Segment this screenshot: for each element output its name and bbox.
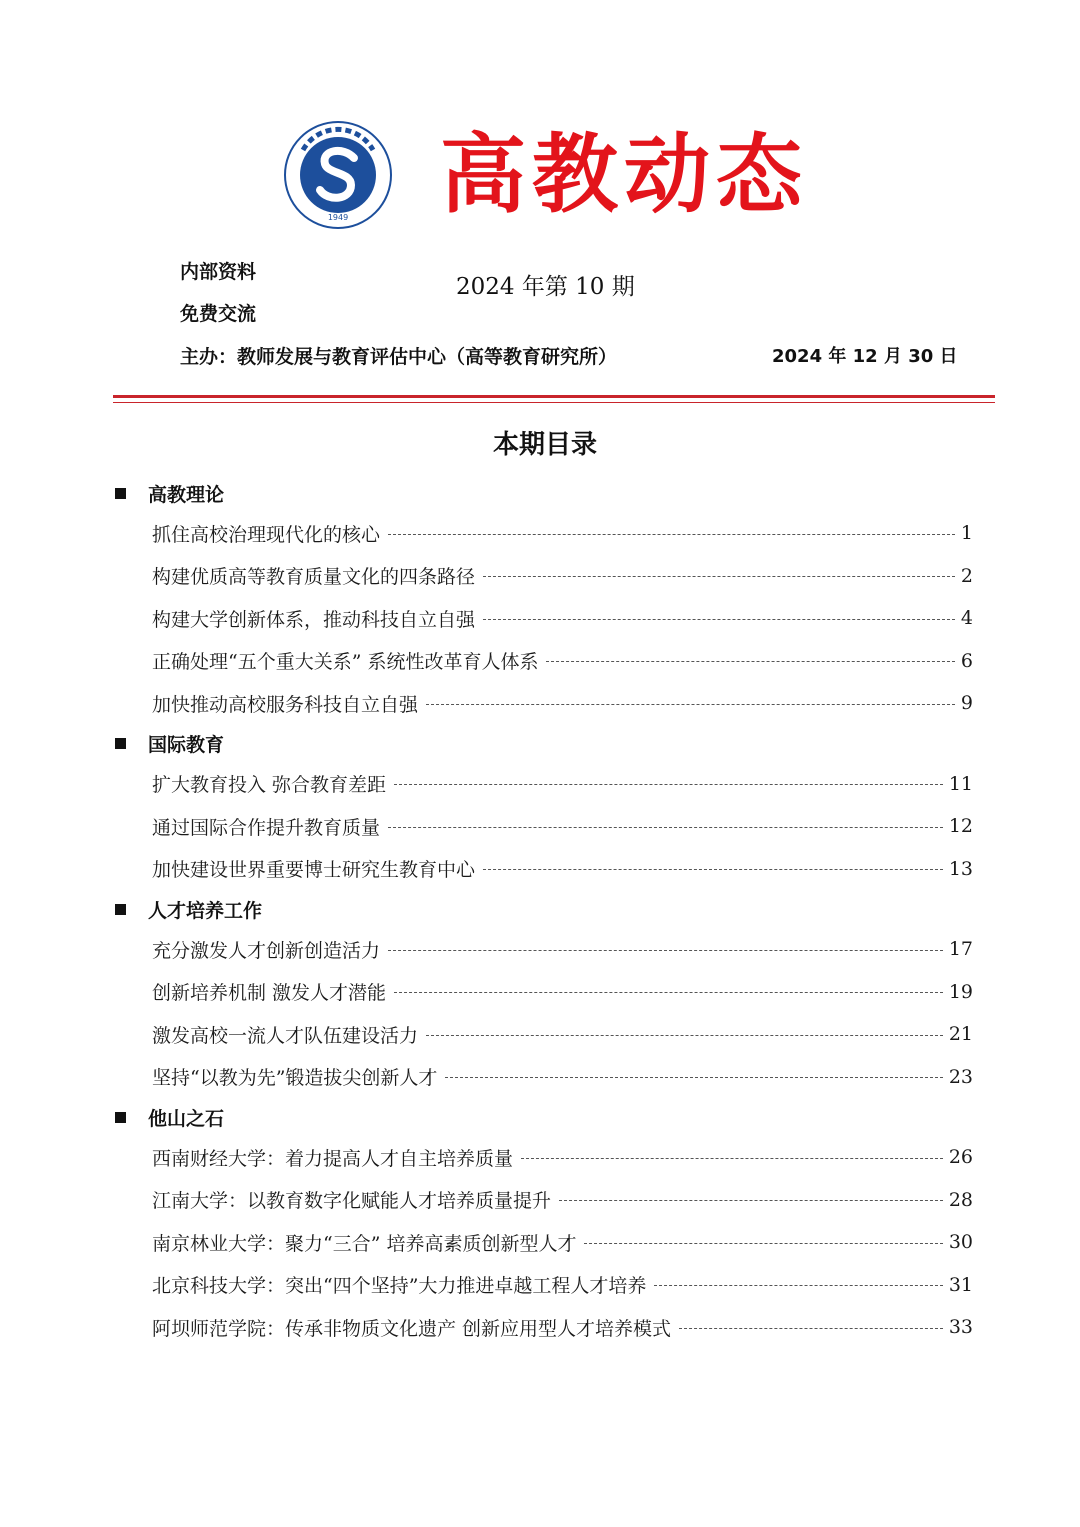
toc-entry[interactable] [113,805,973,848]
entry-page: 33 [948,1316,973,1339]
toc-entry[interactable] [113,682,973,725]
entry-title: 北京科技大学：突出“四个坚持”大力推进卓越工程人才培养 [152,1275,647,1298]
section-title: 高教理论 [148,483,225,506]
toc-entry[interactable] [113,1264,973,1307]
entry-page: 30 [948,1231,973,1254]
section-title: 他山之石 [148,1107,225,1130]
dotted-leader [679,1328,943,1329]
square-bullet-icon [115,488,126,499]
dotted-leader [483,869,943,870]
section-title: 国际教育 [148,734,225,756]
university-logo [283,120,393,230]
toc-entry[interactable] [113,1013,973,1056]
entry-title: 通过国际合作提升教育质量 [152,816,381,839]
dotted-leader [445,1077,942,1078]
entry-title: 抓住高校治理现代化的核心 [152,523,381,546]
toc-entry[interactable] [113,971,973,1014]
dotted-leader [388,534,955,535]
entry-page: 11 [948,772,973,795]
entry-page: 6 [960,649,973,672]
toc-heading: 本期目录 [492,430,597,460]
square-bullet-icon [115,904,126,915]
entry-title: 江南大学：以教育数字化赋能人才培养质量提升 [152,1190,552,1213]
entry-title: 充分激发人才创新创造活力 [152,939,381,962]
entry-title: 构建大学创新体系，推动科技自立自强 [152,608,476,631]
dotted-leader [584,1243,942,1244]
toc-entry[interactable] [113,1179,973,1222]
entry-title: 西南财经大学：着力提高人才自主培养质量 [152,1147,514,1170]
entry-page: 28 [948,1188,973,1211]
entry-title: 加快建设世界重要博士研究生教育中心 [152,859,476,882]
table-of-contents [113,474,973,1349]
entry-title: 创新培养机制 激发人才潜能 [152,982,387,1005]
toc-entry[interactable] [113,1056,973,1099]
dotted-leader [388,827,943,828]
entry-page: 13 [948,857,973,880]
entry-title: 构建优质高等教育质量文化的四条路径 [152,566,476,589]
toc-entry[interactable] [113,1306,973,1349]
toc-entry[interactable] [113,763,973,806]
toc-section [113,1098,973,1349]
toc-entry[interactable] [113,1221,973,1264]
entry-page: 23 [948,1065,973,1088]
entry-page: 2 [960,564,973,587]
entry-page: 12 [948,815,973,838]
entry-page: 21 [948,1023,973,1046]
toc-entry[interactable] [113,1136,973,1179]
entry-title: 坚持“以教为先”锻造拔尖创新人才 [152,1067,438,1090]
toc-entry[interactable] [113,640,973,683]
entry-title: 加快推动高校服务科技自立自强 [152,693,419,716]
toc-section [113,474,973,725]
dotted-leader [483,576,955,577]
header-divider-thick [113,395,995,398]
entry-page: 9 [960,692,973,715]
entry-page: 31 [948,1273,973,1296]
entry-title: 阿坝师范学院：传承非物质文化遗产 创新应用型人才培养模式 [152,1317,672,1340]
host-organization: 主办：教师发展与教育评估中心（高等教育研究所） [180,346,618,368]
dotted-leader [654,1285,942,1286]
dotted-leader [388,950,943,951]
toc-section [113,890,973,1098]
free-exchange-label: 免费交流 [180,303,257,325]
section-title: 人才培养工作 [148,899,263,922]
square-bullet-icon [115,1112,126,1123]
toc-entry[interactable] [113,512,973,555]
dotted-leader [483,619,955,620]
dotted-leader [559,1200,943,1201]
toc-section [113,725,973,891]
entry-title: 扩大教育投入 弥合教育差距 [152,774,387,797]
toc-entry[interactable] [113,555,973,598]
header-divider-thin [113,402,995,403]
issue-number: 2024 年第 10 期 [456,274,635,300]
toc-entry[interactable] [113,928,973,971]
toc-entry[interactable] [113,848,973,891]
logo-year: 1949 [327,213,349,222]
publication-title: 高教动态 [440,125,808,225]
square-bullet-icon [115,738,126,749]
entry-title: 激发高校一流人才队伍建设活力 [152,1024,419,1047]
entry-page: 1 [960,522,973,545]
entry-title: 正确处理“五个重大关系” 系统性改革育人体系 [152,651,539,674]
dotted-leader [394,992,943,993]
publication-date: 2024 年 12 月 30 日 [772,346,958,367]
dotted-leader [546,661,954,662]
dotted-leader [426,704,955,705]
dotted-leader [426,1035,943,1036]
dotted-leader [394,784,943,785]
dotted-leader [521,1158,943,1159]
entry-page: 19 [948,980,973,1003]
toc-entry[interactable] [113,597,973,640]
entry-page: 26 [948,1146,973,1169]
internal-label: 内部资料 [180,261,257,283]
entry-title: 南京林业大学：聚力“三合” 培养高素质创新型人才 [152,1232,577,1255]
entry-page: 4 [960,607,973,630]
entry-page: 17 [948,938,973,961]
